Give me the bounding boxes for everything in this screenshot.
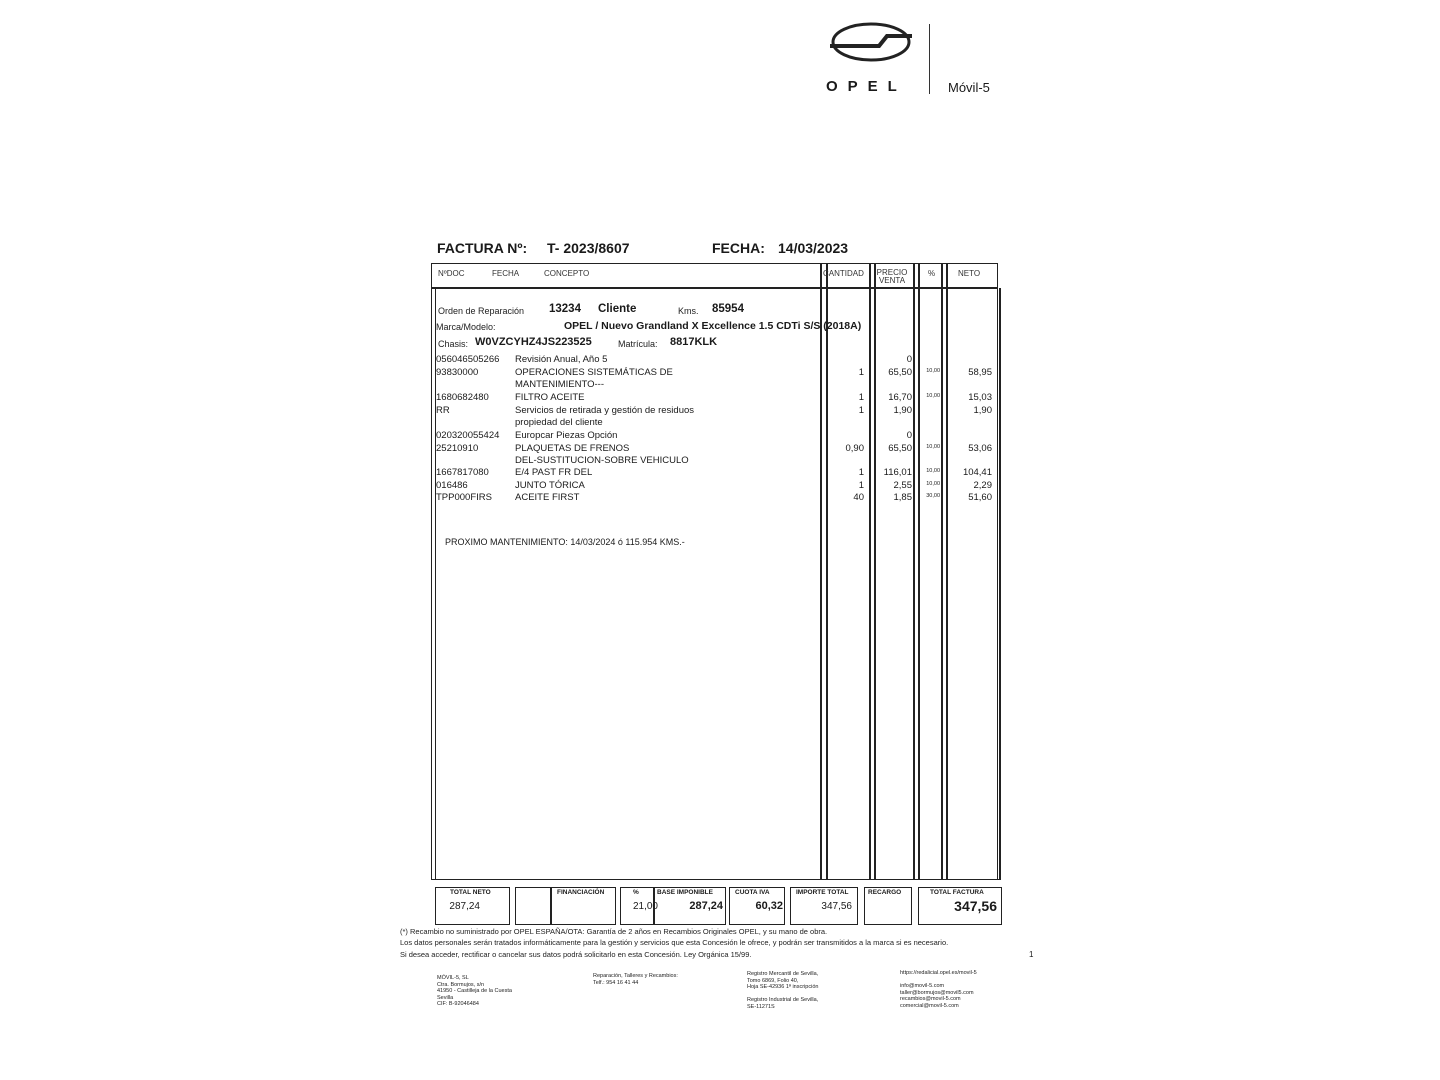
pct-label: %: [633, 889, 639, 896]
base-label: BASE IMPONIBLE: [657, 889, 713, 896]
item-code: 020320055424: [436, 430, 500, 441]
col-header-cantidad: CANTIDAD: [823, 269, 864, 278]
column-divider: [941, 263, 943, 880]
item-code: 056046505266: [436, 354, 500, 365]
item-discount: 10,00: [926, 444, 940, 450]
column-divider: [918, 263, 920, 880]
cuota-label: CUOTA IVA: [735, 889, 770, 896]
item-price: 2,55: [893, 480, 912, 491]
item-price: 0: [906, 354, 912, 365]
item-code: TPP000FIRS: [436, 492, 492, 503]
item-price: 0: [906, 430, 912, 441]
item-quantity: 0,90: [845, 443, 864, 454]
total-neto-value: 287,24: [449, 901, 480, 912]
item-quantity: 1: [858, 367, 864, 378]
item-quantity: 1: [858, 467, 864, 478]
item-quantity: 1: [858, 405, 864, 416]
dealer-name: Móvil-5: [948, 80, 990, 95]
invoice-number: T- 2023/8607: [547, 240, 630, 256]
km-label: Kms.: [678, 306, 699, 316]
item-code: 1667817080: [436, 467, 489, 478]
item-discount: 30,00: [926, 493, 940, 499]
item-price: 1,85: [893, 492, 912, 503]
item-description: FILTRO ACEITE: [515, 392, 585, 403]
plate-label: Matrícula:: [618, 339, 658, 349]
item-net: 2,29: [973, 480, 992, 491]
item-discount: 10,00: [926, 368, 940, 374]
chassis-label: Chasis:: [438, 339, 469, 349]
item-discount: 10,00: [926, 468, 940, 474]
column-divider: [826, 263, 828, 880]
item-description: Europcar Piezas Opción: [515, 430, 618, 441]
opel-logo: [826, 22, 916, 62]
invoice-number-label: FACTURA Nº:: [437, 240, 528, 256]
total-factura-label: TOTAL FACTURA: [930, 889, 984, 896]
item-code: 25210910: [436, 443, 479, 454]
item-description: Servicios de retirada y gestión de residuos: [515, 405, 695, 416]
item-description: PLAQUETAS DE FRENOS: [515, 443, 630, 454]
col-header-fecha: FECHA: [492, 269, 520, 278]
base-value: 287,24: [689, 900, 723, 912]
next-service: PROXIMO MANTENIMIENTO: 14/03/2024 ó 115.954 KMS.-: [445, 537, 685, 547]
item-code: 1680682480: [436, 392, 489, 403]
col-header-neto: NETO: [958, 269, 981, 278]
company-address: MÓVIL-5, SL Ctra. Bormujos, s/n 41950 - Castilleja de la Cuesta Sevilla CIF: B-92046484: [437, 975, 512, 1007]
item-description: DEL-SUSTITUCION-SOBRE VEHICULO: [515, 455, 689, 466]
order-number: 13234: [549, 303, 581, 315]
item-price: 16,70: [888, 392, 912, 403]
item-net: 15,03: [968, 392, 992, 403]
cuota-value: 60,32: [755, 900, 783, 912]
footnote-1: (*) Recambio no suministrado por OPEL ESPAÑA/OTA: Garantía de 2 años en Recambios Originales OPEL, y su mano de obra.: [400, 927, 828, 936]
item-quantity: 40: [853, 492, 864, 503]
invoice-date-label: FECHA:: [712, 240, 765, 256]
col-header-pct: %: [928, 269, 936, 278]
item-price: 65,50: [888, 367, 912, 378]
financiacion-label: FINANCIACIÓN: [557, 889, 605, 896]
pct-value: 21,00: [632, 901, 658, 912]
item-description: E/4 PAST FR DEL: [515, 467, 593, 478]
col-header-precio: PRECIO VENTA: [876, 268, 908, 285]
item-description: MANTENIMIENTO---: [515, 379, 605, 390]
column-divider: [820, 263, 822, 880]
invoice-date: 14/03/2023: [778, 240, 849, 256]
item-description: Revisión Anual, Año 5: [515, 354, 608, 365]
item-discount: 10,00: [926, 481, 940, 487]
total-neto-label: TOTAL NETO: [450, 889, 491, 896]
item-net: 53,06: [968, 443, 992, 454]
column-divider: [946, 263, 948, 880]
vehicle-model: OPEL / Nuevo Grandland X Excellence 1.5 CDTi S/S (2018A): [564, 320, 862, 332]
empty-total-box: [515, 887, 551, 925]
item-code: RR: [436, 405, 450, 416]
company-contacts: https://redalicial.opel.es/movil-5 info@movil-5.com taller@bormujos@movil5.com recambios@movil-5.com comercial@movil-5.com: [900, 970, 977, 1009]
item-price: 65,50: [888, 443, 912, 454]
model-label: Marca/Modelo:: [436, 322, 496, 332]
plate-number: 8817KLK: [670, 336, 718, 348]
item-price: 116,01: [883, 467, 912, 478]
order-label: Orden de Reparación: [438, 306, 525, 316]
item-description: ACEITE FIRST: [515, 492, 580, 503]
item-code: 016486: [436, 480, 468, 491]
footnote-2: Los datos personales serán tratados informáticamente para la gestión y servicios que esta Concesión le ofrece, y podrán ser transmitidos a la marca si es necesario.: [400, 938, 949, 947]
item-net: 104,41: [962, 467, 992, 478]
page-number: 1: [1029, 950, 1034, 959]
item-price: 1,90: [893, 405, 912, 416]
company-phone: Reparación, Talleres y Recambios: Telf.: 954 16 41 44: [593, 973, 678, 986]
col-header-concepto: CONCEPTO: [544, 269, 590, 278]
item-net: 1,90: [973, 405, 992, 416]
chassis-number: W0VZCYHZ4JS223525: [475, 336, 592, 348]
item-net: 51,60: [968, 492, 992, 503]
recargo-label: RECARGO: [868, 889, 902, 896]
importe-label: IMPORTE TOTAL: [796, 889, 849, 896]
item-quantity: 1: [858, 392, 864, 403]
item-net: 58,95: [968, 367, 992, 378]
item-discount: 10,00: [926, 393, 940, 399]
item-code: 93830000: [436, 367, 479, 378]
column-divider: [913, 263, 915, 880]
footnote-3: Si desea acceder, rectificar o cancelar sus datos podrá solicitarlo en esta Concesión. Ley Orgánica 15/99.: [400, 950, 752, 959]
km-value: 85954: [712, 303, 744, 315]
col-header-ndoc: NºDOC: [438, 269, 465, 278]
total-factura-value: 347,56: [954, 898, 997, 914]
item-description: propiedad del cliente: [515, 417, 603, 428]
item-quantity: 1: [858, 480, 864, 491]
item-description: OPERACIONES SISTEMÁTICAS DE: [515, 367, 673, 378]
importe-value: 347,56: [821, 901, 852, 912]
brand-name: OPEL: [826, 78, 907, 95]
item-description: JUNTO TÓRICA: [515, 480, 585, 491]
client-label: Cliente: [598, 303, 637, 315]
company-registry: Registro Mercantil de Sevilla, Tomo 6869, Folio 40, Hoja SE-42936 1ª inscripción Registro Industrial de Sevilla, SE-11271S: [747, 971, 819, 1010]
logo-divider: [929, 24, 930, 94]
